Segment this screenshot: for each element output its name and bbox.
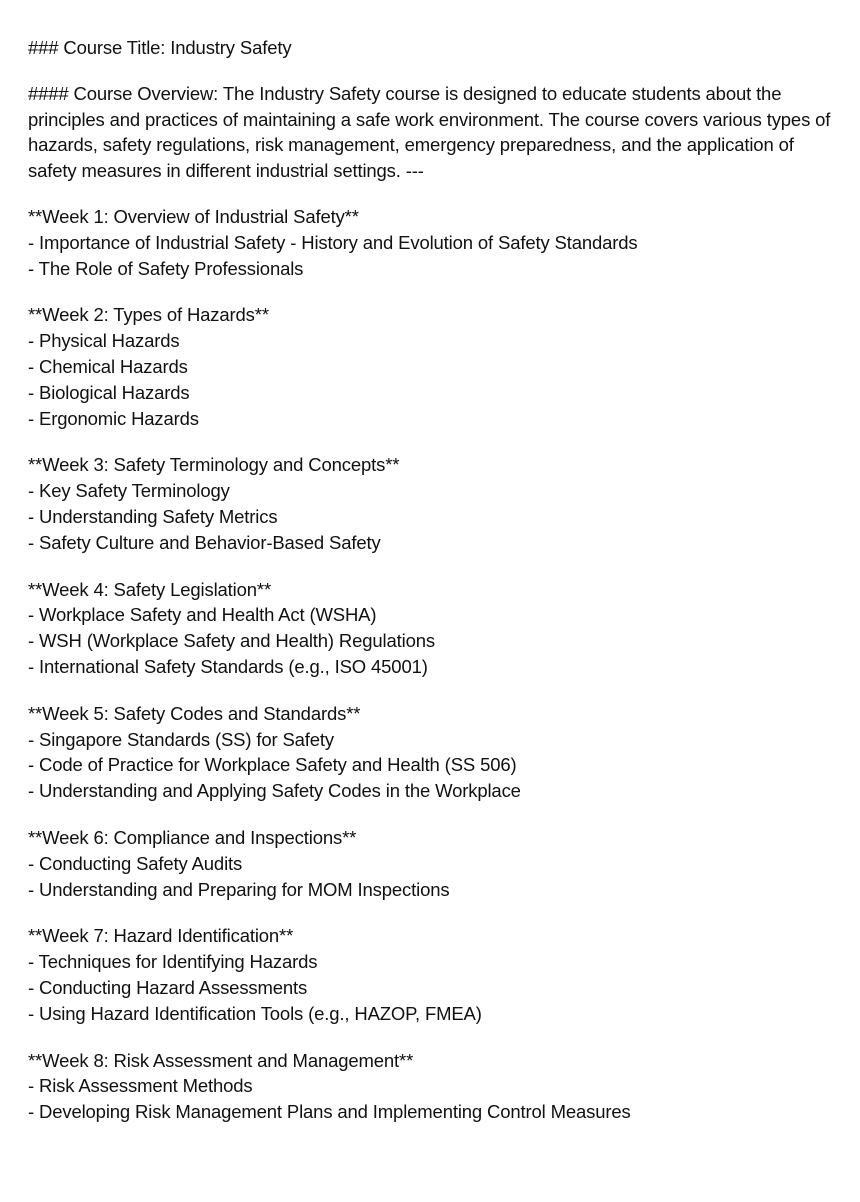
week-item: - Safety Culture and Behavior-Based Safety bbox=[28, 531, 381, 553]
week-item: - Chemical Hazards bbox=[28, 355, 188, 377]
week-item: - Conducting Safety Audits bbox=[28, 852, 243, 874]
course-overview: #### Course Overview: The Industry Safety course is designed to educate students about the principles and practices of maintaining a safe work environment. The course covers various types of hazards, safety regulations, risk management, emergency preparedness, and the application of safety measures in different industrial settings. --- bbox=[28, 82, 836, 182]
week-item: - Importance of Industrial Safety - History and Evolution of Safety Standards bbox=[28, 231, 638, 253]
week-title: **Week 3: Safety Terminology and Concepts** bbox=[28, 454, 400, 476]
week-title: **Week 6: Compliance and Inspections** bbox=[28, 826, 357, 848]
week-item: - International Safety Standards (e.g., ISO 45001) bbox=[28, 655, 428, 677]
week-section bbox=[28, 204, 840, 281]
week-title: **Week 5: Safety Codes and Standards** bbox=[28, 702, 361, 724]
week-item: - Key Safety Terminology bbox=[28, 480, 230, 502]
week-item: - Physical Hazards bbox=[28, 330, 180, 352]
week-item: - Ergonomic Hazards bbox=[28, 407, 199, 429]
week-section bbox=[28, 701, 840, 804]
week-item: - Workplace Safety and Health Act (WSHA) bbox=[28, 604, 377, 626]
week-item: - Understanding Safety Metrics bbox=[28, 505, 278, 527]
week-item: - Biological Hazards bbox=[28, 381, 190, 403]
week-title: **Week 8: Risk Assessment and Management** bbox=[28, 1049, 414, 1071]
week-section bbox=[28, 1048, 840, 1125]
week-section bbox=[28, 452, 840, 555]
week-title: **Week 1: Overview of Industrial Safety** bbox=[28, 205, 359, 227]
week-item: - Code of Practice for Workplace Safety and Health (SS 506) bbox=[28, 754, 517, 776]
week-item: - Developing Risk Management Plans and Implementing Control Measures bbox=[28, 1101, 631, 1123]
week-item: - WSH (Workplace Safety and Health) Regulations bbox=[28, 630, 435, 652]
week-item: - Singapore Standards (SS) for Safety bbox=[28, 728, 335, 750]
week-item: - Techniques for Identifying Hazards bbox=[28, 951, 318, 973]
week-item: - The Role of Safety Professionals bbox=[28, 257, 304, 279]
week-item: - Risk Assessment Methods bbox=[28, 1075, 253, 1097]
week-item: - Understanding and Preparing for MOM Inspections bbox=[28, 878, 450, 900]
weeks-list bbox=[28, 204, 840, 1125]
week-section bbox=[28, 825, 840, 902]
week-section bbox=[28, 923, 840, 1026]
week-title: **Week 4: Safety Legislation** bbox=[28, 578, 272, 600]
course-title: ### Course Title: Industry Safety bbox=[28, 37, 292, 58]
week-title: **Week 2: Types of Hazards** bbox=[28, 304, 269, 326]
week-section bbox=[28, 302, 840, 431]
week-item: - Conducting Hazard Assessments bbox=[28, 976, 308, 998]
week-title: **Week 7: Hazard Identification** bbox=[28, 925, 294, 947]
week-item: - Using Hazard Identification Tools (e.g., HAZOP, FMEA) bbox=[28, 1002, 482, 1024]
week-section bbox=[28, 577, 840, 680]
week-item: - Understanding and Applying Safety Codes in the Workplace bbox=[28, 780, 521, 802]
